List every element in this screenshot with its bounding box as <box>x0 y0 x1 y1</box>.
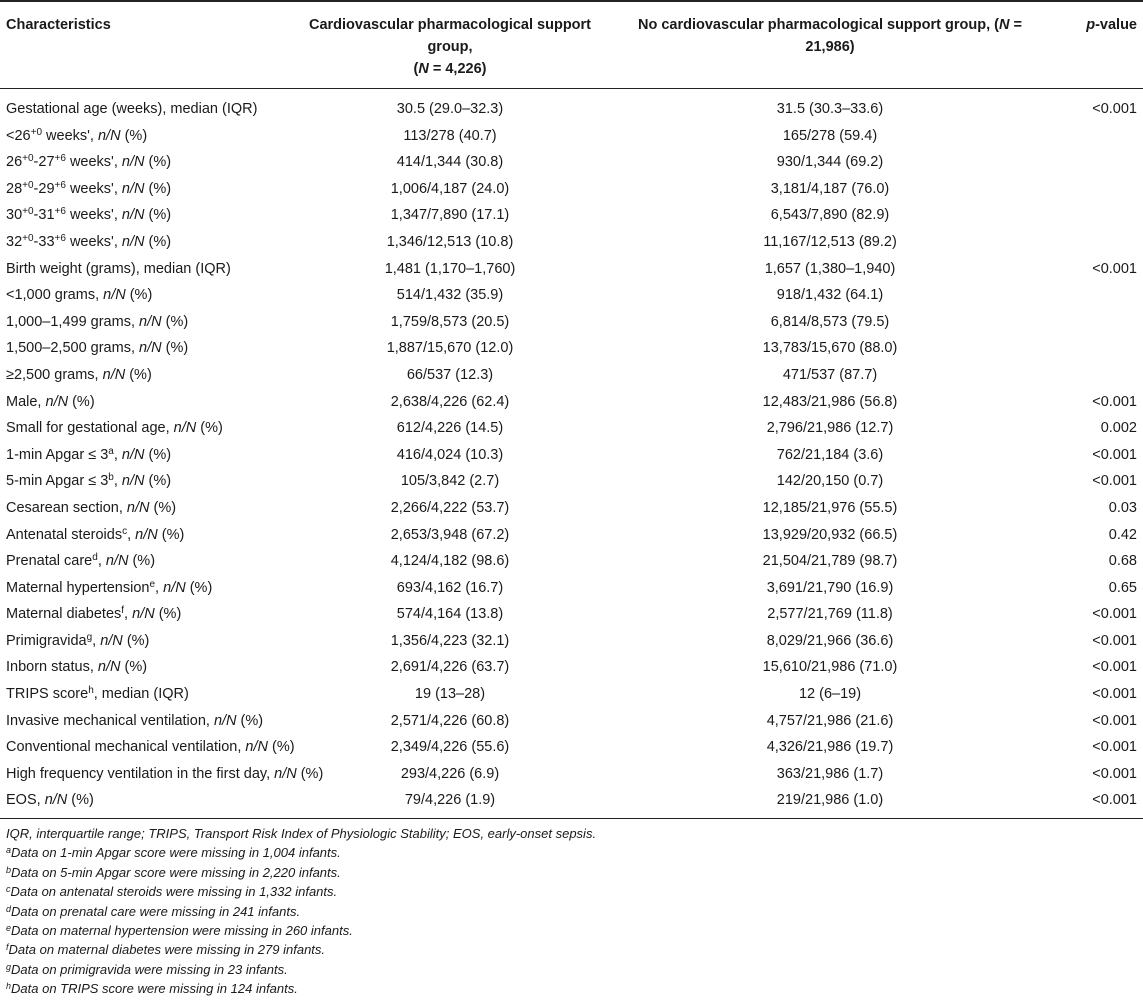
table-row <box>0 415 1143 442</box>
cell-pvalue: <0.001 <box>1092 606 1137 623</box>
row-label: EOS, n/N (%) <box>6 792 94 809</box>
cell-pvalue: 0.002 <box>1100 420 1137 437</box>
footnote: $^f$Data on maternal diabetes were missing in 279 infants. <box>6 942 326 958</box>
footnote: IQR, interquartile range; TRIPS, Transport Risk Index of Physiologic Stability; EOS, early-onset sepsis. <box>6 826 597 841</box>
cell-group2: 6,543/7,890 (82.9) <box>770 207 890 224</box>
cell-group1: 66/537 (12.3) <box>406 366 494 383</box>
cell-group1: 2,638/4,226 (62.4) <box>390 393 510 410</box>
table-row <box>0 628 1143 655</box>
table-row <box>0 787 1143 814</box>
row-label: Small for gestational age, n/N (%) <box>6 420 223 437</box>
cell-group1: 574/4,164 (13.8) <box>396 606 504 623</box>
row-label: $30^{+0}-31^{+6}$ weeks', n/N (%) <box>6 206 172 224</box>
header-group1-n: (N = 4,226) <box>413 61 487 77</box>
row-label: $28^{+0}-29^{+6}$ weeks', n/N (%) <box>6 179 172 197</box>
cell-pvalue: <0.001 <box>1092 632 1137 649</box>
row-label: $32^{+0}-33^{+6}$ weeks', n/N (%) <box>6 232 172 250</box>
footnote: $^e$Data on maternal hypertension were missing in 260 infants. <box>6 922 353 938</box>
table-row <box>0 229 1143 256</box>
footnote: $^b$Data on 5-min Apgar score were missing in 2,220 infants. <box>6 864 341 880</box>
table-row <box>0 389 1143 416</box>
cell-group1: 2,653/3,948 (67.2) <box>390 526 510 543</box>
row-label: $26^{+0}-27^{+6}$ weeks', n/N (%) <box>6 153 172 171</box>
footnote: $^d$Data on prenatal care were missing in 241 infants. <box>6 903 301 919</box>
header-group2 <box>620 14 1040 58</box>
header-group1-line2: group, <box>427 39 473 55</box>
header-group1-line1: Cardiovascular pharmacological support <box>308 17 592 33</box>
row-label: <1,000 grams, n/N (%) <box>6 287 153 304</box>
cell-group2: 12,185/21,976 (55.5) <box>762 499 898 516</box>
table-footnotes <box>6 824 1136 999</box>
cell-group2: 31.5 (30.3–33.6) <box>776 101 884 117</box>
cell-group1: 1,346/12,513 (10.8) <box>386 233 514 250</box>
cell-group2: 165/278 (59.4) <box>782 127 878 144</box>
footnote: $^a$Data on 1-min Apgar score were missing in 1,004 infants. <box>6 845 341 861</box>
cell-pvalue: <0.001 <box>1092 393 1137 410</box>
row-label: Primigravida$^g$, n/N (%) <box>6 631 150 649</box>
cell-group2: 4,757/21,986 (21.6) <box>766 712 894 729</box>
cell-group1: 693/4,162 (16.7) <box>396 579 504 596</box>
cell-pvalue: 0.03 <box>1108 499 1137 516</box>
cell-group1: 414/1,344 (30.8) <box>396 154 504 171</box>
table-row <box>0 548 1143 575</box>
cell-group2: 13,929/20,932 (66.5) <box>762 526 898 543</box>
cell-group2: 12 (6–19) <box>798 686 862 703</box>
table-row <box>0 575 1143 602</box>
cell-group1: 113/278 (40.7) <box>403 127 497 144</box>
cell-group1: 1,006/4,187 (24.0) <box>390 180 510 197</box>
cell-group2: 8,029/21,966 (36.6) <box>766 632 894 649</box>
table-row <box>0 176 1143 203</box>
cell-group1: 2,571/4,226 (60.8) <box>390 712 510 729</box>
row-label: Invasive mechanical ventilation, n/N (%) <box>6 712 264 729</box>
cell-group2: 762/21,184 (3.6) <box>776 446 884 463</box>
footnote: $^c$Data on antenatal steroids were missing in 1,332 infants. <box>6 884 338 900</box>
row-label: Cesarean section, n/N (%) <box>6 499 177 516</box>
table-row <box>0 442 1143 469</box>
cell-group1: 1,347/7,890 (17.1) <box>390 207 510 224</box>
row-label: Male, n/N (%) <box>6 393 95 410</box>
cell-group1: 30.5 (29.0–32.3) <box>396 101 504 117</box>
cell-group2: 2,577/21,769 (11.8) <box>767 606 893 623</box>
table-body <box>0 96 1143 814</box>
header-group2-line2: group, <box>945 17 991 33</box>
cell-group2: 15,610/21,986 (71.0) <box>762 659 898 676</box>
row-label: Maternal diabetes$^f$, n/N (%) <box>6 605 182 623</box>
header-group1 <box>240 14 660 80</box>
cell-group2: 13,783/15,670 (88.0) <box>762 340 898 357</box>
cell-group1: 4,124/4,182 (98.6) <box>390 553 510 570</box>
cell-group2: 12,483/21,986 (56.8) <box>762 393 898 410</box>
header-pvalue: p-value <box>1086 17 1137 33</box>
row-label: Maternal hypertension$^e$, n/N (%) <box>6 578 213 596</box>
cell-group2: 363/21,986 (1.7) <box>776 765 884 782</box>
row-label: Inborn status, n/N (%) <box>6 659 148 676</box>
header-group2-line1: No cardiovascular pharmacological support <box>638 17 941 33</box>
table-row <box>0 495 1143 522</box>
table-row <box>0 522 1143 549</box>
cell-group2: 6,814/8,573 (79.5) <box>770 313 890 330</box>
row-label: 5-min Apgar ≤ $3^b$, n/N (%) <box>6 472 172 490</box>
table-row <box>0 202 1143 229</box>
cell-group1: 514/1,432 (35.9) <box>396 287 504 304</box>
cell-group1: 79/4,226 (1.9) <box>404 792 496 809</box>
cell-pvalue: <0.001 <box>1092 792 1137 809</box>
table-row <box>0 96 1143 123</box>
footnote: $^h$Data on TRIPS score were missing in 124 infants. <box>6 981 298 997</box>
footnote: $^g$Data on primigravida were missing in 23 infants. <box>6 961 288 977</box>
cell-group2: 11,167/12,513 (89.2) <box>763 233 897 250</box>
cell-pvalue: <0.001 <box>1092 473 1137 490</box>
cell-group1: 293/4,226 (6.9) <box>400 765 500 782</box>
table-row <box>0 362 1143 389</box>
table-row <box>0 708 1143 735</box>
cell-group2: 21,504/21,789 (98.7) <box>762 553 898 570</box>
cell-pvalue: <0.001 <box>1092 739 1137 756</box>
table-row <box>0 601 1143 628</box>
row-label: Birth weight (grams), median (IQR) <box>6 260 231 277</box>
header-group2-n: (N = 21,986) <box>805 17 1022 55</box>
row-label: 1,500–2,500 grams, n/N (%) <box>6 340 189 357</box>
cell-group1: 2,349/4,226 (55.6) <box>390 739 510 756</box>
cell-group1: 105/3,842 (2.7) <box>400 473 500 490</box>
cell-group2: 3,691/21,790 (16.9) <box>766 579 894 596</box>
table-row <box>0 734 1143 761</box>
cell-group1: 19 (13–28) <box>414 686 486 703</box>
cell-group2: 930/1,344 (69.2) <box>776 154 884 171</box>
cell-group2: 4,326/21,986 (19.7) <box>766 739 894 756</box>
cell-pvalue: 0.65 <box>1108 579 1137 596</box>
table-row <box>0 282 1143 309</box>
row-label: 1,000–1,499 grams, n/N (%) <box>6 313 189 330</box>
table-row <box>0 335 1143 362</box>
cell-group2: 1,657 (1,380–1,940) <box>764 260 896 277</box>
bottom-rule <box>0 818 1143 819</box>
row-label: TRIPS score$^h$, median (IQR) <box>6 685 189 703</box>
cell-group1: 416/4,024 (10.3) <box>396 446 504 463</box>
cell-pvalue: <0.001 <box>1092 686 1137 703</box>
cell-pvalue: <0.001 <box>1092 101 1137 117</box>
cell-pvalue: <0.001 <box>1092 260 1137 277</box>
cell-group1: 1,356/4,223 (32.1) <box>390 632 510 649</box>
table-row <box>0 309 1143 336</box>
cell-pvalue: <0.001 <box>1092 446 1137 463</box>
table-header <box>0 2 1143 89</box>
row-label: Prenatal care$^d$, n/N (%) <box>6 552 156 570</box>
table-row <box>0 123 1143 150</box>
header-characteristics: Characteristics <box>6 17 111 33</box>
row-label: ≥2,500 grams, n/N (%) <box>6 366 152 383</box>
cell-group1: 2,266/4,222 (53.7) <box>390 499 510 516</box>
table-row <box>0 681 1143 708</box>
cell-group1: 612/4,226 (14.5) <box>396 420 504 437</box>
cell-group2: 471/537 (87.7) <box>782 366 878 383</box>
cell-group1: 1,481 (1,170–1,760) <box>384 260 516 277</box>
row-label: $<26^{+0}$ weeks', n/N (%) <box>6 126 148 144</box>
cell-group2: 918/1,432 (64.1) <box>776 287 884 304</box>
cell-pvalue: 0.68 <box>1108 553 1137 570</box>
table-row <box>0 761 1143 788</box>
cell-group2: 3,181/4,187 (76.0) <box>770 180 890 197</box>
row-label: High frequency ventilation in the first day, n/N (%) <box>6 765 324 782</box>
row-label: Gestational age (weeks), median (IQR) <box>6 101 258 117</box>
cell-group2: 142/20,150 (0.7) <box>776 473 884 490</box>
cell-group1: 1,887/15,670 (12.0) <box>386 340 514 357</box>
cell-pvalue: <0.001 <box>1092 712 1137 729</box>
cell-group1: 1,759/8,573 (20.5) <box>390 313 510 330</box>
cell-pvalue: <0.001 <box>1092 765 1137 782</box>
row-label: Conventional mechanical ventilation, n/N (%) <box>6 739 295 756</box>
table-row <box>0 468 1143 495</box>
row-label: Antenatal steroids$^c$, n/N (%) <box>6 525 185 543</box>
cell-pvalue: <0.001 <box>1092 659 1137 676</box>
cell-group1: 2,691/4,226 (63.7) <box>390 659 510 676</box>
cell-group2: 2,796/21,986 (12.7) <box>766 420 894 437</box>
table-row <box>0 654 1143 681</box>
cell-group2: 219/21,986 (1.0) <box>776 792 884 809</box>
table-row <box>0 149 1143 176</box>
row-label: 1-min Apgar ≤ $3^a$, n/N (%) <box>6 445 172 463</box>
cell-pvalue: 0.42 <box>1108 526 1137 543</box>
table-row <box>0 256 1143 283</box>
